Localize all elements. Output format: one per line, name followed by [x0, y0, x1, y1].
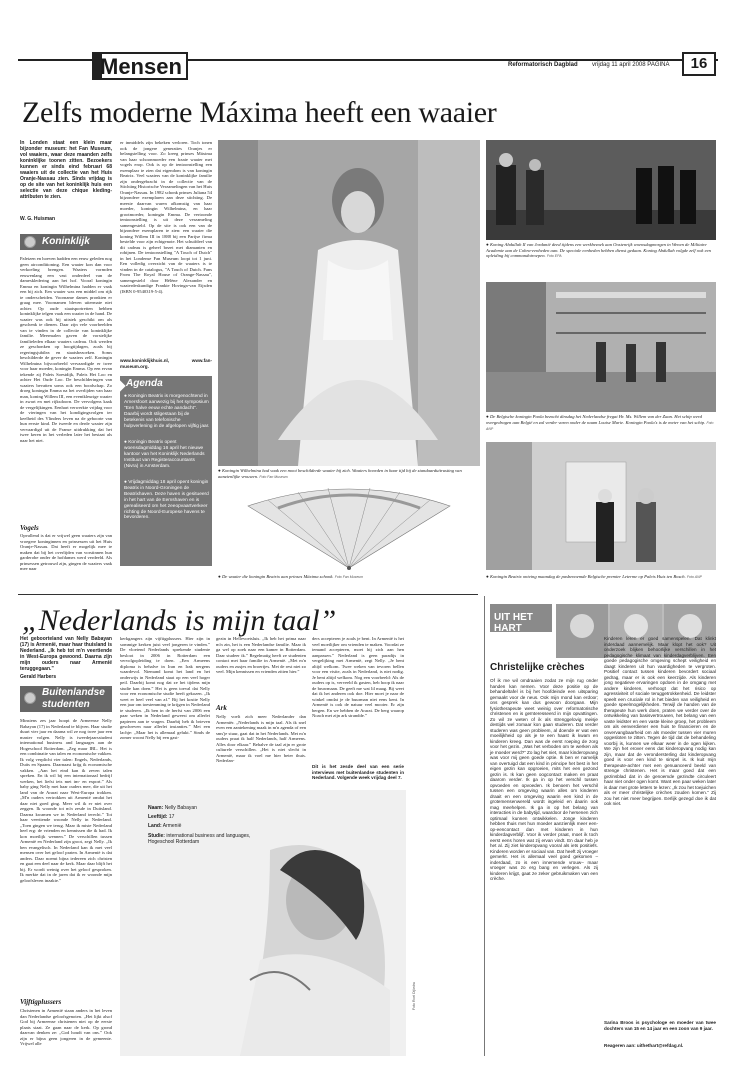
- agenda-item: ● Koningin Beatrix is morgenochtend in Amersfoort aanwezig bij het symposium "Een halve eeuw echte aandacht". Daarbij wordt stilgestaan bij de betekenis van telefonische hulpverlening in de afgelopen vijftig jaar.: [124, 394, 210, 429]
- photo-caption: [218, 468, 480, 480]
- article-column-3: gezin in Hellevoetsluis. „Ik heb het prima naar m'n zin, het is een Nederlandse familie. Maar ik ga wel op zoek naar een kamer in Rotterdam. Daar studeer ik.” Regelmatig heeft ze studenten contact met haar familie in Armenië. „Met m'n ouders en zusjes en broertjes. Met de rest niet zo veel. Mijn kennissen en vrienden zitten hier.”: [216, 636, 306, 674]
- issue-date: vrijdag 11 april 2008 PAGINA: [592, 62, 670, 68]
- info-value: 17: [168, 814, 175, 820]
- caption-text: De waaier die koningin Beatrix aan prinses Máxima schonk.: [221, 574, 334, 579]
- author-note: Sarina Broos is psychologe en moeder van twee dochters van 15 en 14 jaar en een zoon van 9 jaar.: [604, 1020, 716, 1031]
- newspaper-name: Reformatorisch Dagblad: [508, 62, 578, 68]
- subheading: Ark: [216, 704, 227, 712]
- page-number: 16: [682, 52, 716, 76]
- article-column-3b: Nelly voelt zich meer Nederlander dan Armeniër. „Nederlands is mijn taal. Als ik snel even een aantekening maak in m'n agenda of een sms'je stuur, gaat dat in het Nederlands. Met m'n ouders praat ik half Nederlands, half Armeens. Alles door elkaar.” Behalve de taal zijn er grote culturele verschillen. „Het is niet slecht in Armenië, maar ik voel me hier beter thuis. Nederlan-: [216, 714, 306, 763]
- fan-illustration: [218, 484, 480, 570]
- topic-tag-line: studenten: [42, 699, 90, 710]
- column-kicker: UIT HET HART: [490, 604, 552, 632]
- globe-icon: [24, 236, 36, 248]
- info-row: [148, 833, 258, 845]
- agenda-item-text: Vrijdagmiddag 18 april opent koningin Beatrix in Noord-Groningen de Beatrixhaven. Deze haven is gesitueerd in het hart van de Eemshaven en is gerealiseerd om het zeeopvaartverkeer richting de Noord-Europese havens te bevorderen.: [124, 480, 209, 521]
- section-title: Mensen: [100, 54, 182, 79]
- info-row: [148, 804, 258, 813]
- info-label: Leeftijd:: [148, 814, 168, 820]
- column-text-1: Of ik me wil omdraaien zodat ze mijn rug onder handen kan nemen. Voor deze positie op de behandeltafel is bij het hoofdeinde een uitsparing gemaakt voor de neus. Ook mijn mond kan erdoor; ons gesprek kan dus gewoon doorgaan. Mijn fysiotherapeute weet weinig over reformatorische christenen en is geïnteresseerd in mijn opvattingen. Zo wil ze weten of ik als strenggelovig meisje destijds wel zomaar kon gaan studeren. Dat verder studeren was geen probleem, al doende er wat een moeilijkheid op als je te een haast ik kwam en kinderen kreeg. Dan was de eerst roeping de zorg voor het gezin. „Was het verboden om te werken als je moeder werd?” Zo lag het niet, maar kinderopvang was voor mij geen goede optie. Ik ben er namelijk van overtuigd dat een kind in principe het best in het eigen gezin kan opgroeien, mits het een gezond gezin is. Ik kan geen oogcontact maken en praat daarom verder. Ik ga in op het verschil tussen opvoeden en opvoeden. Ik benoem het verschil tussen een omgeving waarin alles om kinderen draait en een omgeving waarin een kind in de grotemensenwereld wordt ingeleid en daarin ook mag meehelpen. Ik ga in op het belang van interacties in de babytijd, waardoor de hersenen zich optimaal kunnen ontwikkelen. Jonge kinderen hebben thuis met hun moeder aanzienlijk meer een-op-eencontact dan met kinderen in hun kinderdagverblijf. Voor ik verder praat, moet ik toch eerst eens horen wat zij ervan vindt. En daar heb je het al. Zij ziet kinderopvang vooral als iets positiefs. Kinderen worden er sociaal van. Dat heeft zij vroeger gemerkt. Het is allemaal veel goed gekomen –inderdaad, zo is een innemende vrouw– maar vroeger was zo erg bang en verlegen. Als zij kinderen krijgt, gaat ze zeker gebruikmaken van een crèche.: [490, 678, 599, 881]
- photo-credit: Foto Fan Museum: [334, 575, 364, 579]
- photo-caption: [486, 242, 716, 260]
- agenda-item: ● Koningin Beatrix opent woensdagmiddag 16 april het nieuwe kantoor van het Koninklijk Nederlands Instituut van Registeraccountants (Nivra) in Amsterdam.: [124, 440, 205, 469]
- agenda-item-text: Koningin Beatrix opent woensdagmiddag 16 april het nieuwe kantoor van het Koninklijk Nederlands Instituut van Registeraccountants (Nivra) in Amsterdam.: [124, 440, 205, 469]
- info-row: [148, 813, 258, 822]
- subheading: Vogels: [20, 524, 39, 532]
- section-divider: [18, 594, 478, 595]
- info-value: Nelly Babayan: [164, 805, 197, 811]
- caption-bullet-icon: ●: [218, 574, 221, 579]
- byline: W. G. Huisman: [20, 216, 56, 222]
- photo-caption: [218, 574, 480, 581]
- ship-illustration: [486, 282, 716, 412]
- photo-credit: Foto ANP: [486, 420, 714, 431]
- byline: Gerald Harbers: [20, 674, 57, 680]
- column-text-2: Kinderen leren er goed samenspelen. Dat klinkt inderdaad aannemelijk. Maar klopt het ook? Uit onderzoek blijken behoorlijke verschillen in het pedagogische klimaat van kinderdagverblijven. Een goede pedagogische omgeving schept veiligheid en daagt kinderen uit hun vaardigheden te vergroten. Positief contact tussen kinderen bevordert sociaal gedrag, maar er is ook een keerzijde. Als kinderen jong negatieve ervaringen opdoen in de omgang met andere kinderen, verhoogt dat het risico op agressiviteit of sociale teruggetrokkenheid. De leidster speelt een cruciale rol in het bieden van veiligheid en goede speelmogelijkheden. Terwijl de handen van de therapeute hun werk doen, praten we verder over de ontwikkeling van basisvertrouwen, het belang van een vaste leidster en een vaste kleine groep, het probleem om als eenverdiener een huis te financieren en de onvervangbaarheid om als moeder tussen vier muren opgesloten te zitten. Tegen de tijd dat de behandeling voorbij is, kunnen we elkaar weer in de ogen kijken. We zijn het erover eens dat kinderopvang nodig kan zijn, maar dat de verondersteIling dat kinderopvang goed is voor een kind te simpel is. Ik kuit mijn therapeute-achter met een genuanceerd beeld van strenge christenen. Het is maar goed dat een gezinsblad dat in de genoemde gezindte circuleert haar niet onder ogen komt. Want een paar weken later is daar met grote letters te lezen: „Ik zou het toejuichen als er meer christelijke crèches zouden komen.” Zij zou het niet meer begrijpen. Eerlijk gezegd doe ik dat ook niet.: [604, 636, 716, 806]
- series-note: Dit is het zesde deel van een serie interviews met buitenlandse studenten in Nederland. Volgende week vrijdag deel 7.: [312, 764, 404, 780]
- agenda-item: ● Vrijdagmiddag 18 april opent koningin Beatrix in Noord-Groningen de Beatrixhaven. Deze haven is gesitueerd in het hart van de Eemshaven en is gerealiseerd om het zeeopvaartverkeer richting de Noord-Europese havens te bevorderen.: [124, 480, 209, 521]
- column-divider: [484, 596, 485, 1056]
- agenda-item-text: Koningin Beatrix is morgenochtend in Amersfoort aanwezig bij het symposium "Een halve eeuw echte aandacht". Daarbij wordt stilgestaan bij de betekenis van telefonische hulpverlening in de afgelopen vijftig jaar.: [124, 394, 210, 429]
- subheading: Vijftigplussers: [20, 998, 62, 1006]
- portrait-illustration: [218, 140, 480, 466]
- photo-credit: Foto Fan Museum: [259, 474, 288, 479]
- leterme-photo: [486, 442, 716, 570]
- caption-text: Koning Abdullah II van Jordanië deed tijdens een werkbezoek aan Oostenrijk woensdagmorgen in Wenen de Militaire Academie aan de Cobra-eenheden aan. De speciale eenheden hebben dienst gedaan. Koning Abdullah volgde zelf ook een opleiding bij commandotroepen.: [486, 242, 711, 258]
- article-lead: Het geboorteland van Nelly Babayan (17) is Armenië, maar haar thuisland is Nederland. „Ik heb tot m'n veertiende in West-Europa gewoond. Daarna zijn mijn ouders naar Armenië teruggegaan.”: [20, 636, 112, 672]
- article-headline: Zelfs moderne Máxima heeft een waaier: [22, 96, 497, 129]
- info-label: Land:: [148, 823, 162, 829]
- caption-text: De Belgische koningin Paola bezocht dinsdag het Nederlandse fregat Hr. Ms. Willem van der Zaan. Het schip werd overgedragen aan België en zal verder varen onder de naam Louise Marie. Koningin Paola's is de meter van het schip.: [486, 414, 706, 425]
- article-column-1b: Christenen in Armenië staan anders in het leven dan Nederlandse geloofsgenoten. „Het lijkt alsof God bij Armeense christenen niet op de eerste plaats staat. Ze gaan naar de kerk. Op grond daarvan denken ze: „God houdt van ons.” Ook zijn er bijna geen jongeren in de gemeente. Vrijwel alle: [20, 1008, 112, 1046]
- photo-credit: Foto Roel Dijkstra: [412, 982, 416, 1010]
- reaction-email: Reageren aan: uithethart@refdag.nl.: [604, 1043, 684, 1048]
- topic-tag-line: Buitenlandse: [42, 687, 105, 698]
- student-info-box: [148, 804, 258, 845]
- caption-text: Koningin Beatrix ontving maandag de pasbenoemde Belgische premier Leterme op Paleis Huis ten Bosch.: [489, 574, 686, 579]
- article-lead: In Londen staat een klein maar bijzonder museum: het Fan Museum, vol waaiers, waar deze maanden zelfs koninklijke toonen zitten. Bezoekers kunnen er sinds eind februari 68 waaiers uit de collectie van het Huis Oranje-Nassau zien. Sinds vrijdag is op de site van het koninklijk huis een selectie van deze chique kledingattributen te zien.: [20, 140, 112, 200]
- article-headline-2: „Nederlands is mijn taal”: [22, 604, 337, 637]
- fan-photo: [218, 484, 480, 570]
- article-column-2: kerkgangers zijn vijftigplussers. Hier zijn in sommige kerken juist veel jongeren te vinden.” De vloeiend Nederlands sprekende studente besloot in 2006 in Rotterdam een vervolgopleiding te doen. „Een Armeens diploma is behalve in Iran en Irak nergens waardevol. Niemand komt het land en het onderwijs in Nederland staat op een veel hoger peil. Daarbij komt nog dat ze het tijdens mijn studie kan doen.” Het is geen toeval dat Nelly voor een economische studie heeft gekozen. „Ik weet er heel veel van af.” Bij het kostte Nelly een jaar om toestemming te krijgen in Nederland te studeren. „Ik ben in de herfst van 2006 een paar weken in Nederland geweest om allerlei papieren aan te vragen. Daarbij heb ik brieven geschreven naar allerlei instanties.” Met een lachje: „Maar het is allemaal gelukt.” Sinds de zomer woont Nelly bij een gast-: [120, 636, 210, 740]
- info-value: Armenië: [162, 823, 182, 829]
- info-label: Studie:: [148, 833, 165, 839]
- info-label: Naam:: [148, 805, 164, 811]
- caption-bullet-icon: ●: [486, 414, 489, 419]
- photo-caption: [486, 414, 716, 433]
- topic-tag: [20, 234, 112, 250]
- abdullah-photo: [486, 140, 716, 240]
- photo-credit: Foto EPA: [546, 254, 562, 258]
- portrait-photo-wilhelmina: [218, 140, 480, 466]
- article-column-1b: Opvallend is dat er vrijwel geen waaiers zijn van vroegere koninginnen en prinsessen uit het Huis Oranje-Nassau. Dat heeft er mogelijk mee te maken dat bij het overlijden van vorstinnen hun garderobe onder de hofdames werd verdeeld. Als prinsessen getrouwd zijn, gingen de waaiers vaak mee naar: [20, 533, 112, 571]
- topic-tag: [20, 686, 112, 712]
- globe-icon: [24, 692, 36, 704]
- info-row: [148, 822, 258, 831]
- article-column-2: er inmiddels zijn bekeken verloren. Toch tonen ook de jongere generaties Oranjes er belangstelling voor. Zo kreeg prinses Máxima van haar schoonmoeder een fraaie waaier met vogels erop. Ook is op de tentoonstelling een exemplaar te zien dat eigendom is van koningin Beatrix. Veel waaiers van de koninklijke familie zijn ondergebracht in de collectie van de Stichting Historische Verzamelingen van het Huis Oranje-Nassau. In 1982 schonk prinses Juliana 54 bijzondere exemplaren aan deze stichting. De meeste daarvan waren afkomstig van haar moeder, koningin Wilhelmina, en haar grootmoeder, koningin Emma. De vertoonde tentoonstelling is uit deze verzameling samengesteld. Op de site is ook een van de bijzondere exemplaren te zien: een waaier die koning Willem III in 1888 bij een Parijse firma bestelde voor zijn echtgenote. Het schuifdeel van dit cadeau is geheel bezet met diamanten en robijnen. De tentoonstelling "A Touch of Dutch" in het Londense Fan Museum loopt tot 1 juni. Een volledig overzicht van de waaiers is te vinden in de catalogus, "A Touch of Dutch. Fans From The Royal House of Orange-Nassau", samengesteld door Hélène Alexander en waaierdeskundige Frankie Hovinga-van Eijsden (ISBN 0-9540319-5-4).: [120, 140, 212, 294]
- article-column-1: Minstens zes jaar hoopt de Armeense Nelly Babayan (17) in Nederland te blijven. Haar studie duurt vier jaar en daarna wil ze nog twee jaar een master volgen. Nelly is tweedejaarsstudent international business and languages aan de Hogeschool Rotterdam. „Zeg maar IBL. Het is een combinatie van talen en economische vakken. Ik volg verplicht vier talen: Engels, Nederlands, Duits en Spaans. Daarnaast krijg ik economische vakken. „Aan het eind kan ik zeven talen spreken. En ik wil bij een internationaal bedrijf werken, het liefst iets met im- en export.” Als baby ging Nelly met haar ouders mee, die uit het land van de Ararat naar West-Europa trokken. „M'n ouders vertrokken uit Armenië omdat het daar niet goed ging. Meer wil ik er niet over zeggen. Ik woonde tot m'n zesde in Duitsland. Daarna kwamen we in Nederland terecht.” Tot haar veertiende woonde Nelly in Nederland. „Toen gingen we terug. Maar ik miste Nederland heel erg: de vrienden en kennissen die ik had. Ik kon moeilijk wennen.” De verschillen tussen Armenië en Nederland zijn groot, zegt Nelly. „Ik ben evangelisch. In Nederland kan ik met veel mensen over het geloof praten. In Armenië is dat anders. Daar noemt bijna iedereen zich christen en gaat een deel naar de kerk. Maar daar blijft het bij. Er wordt weinig over het geloof gesproken. Ik merkte dat in de jaren dat ik er woonde mijn geloofsleven inzakte.”: [20, 718, 112, 883]
- reception-illustration: [486, 442, 716, 570]
- caption-text: Koningin Wilhelmina had vaak een mooi beschilderde waaier bij zich. Waaiers hoorden in haar tijd bij de standaarduitrusting van aanzienlijke vrouwen.: [218, 468, 462, 479]
- website-link: www.koninklijkhuis.nl, www.fan-museum.org.: [120, 358, 212, 369]
- topic-tag-label: Koninklijk: [42, 236, 90, 247]
- caption-bullet-icon: ●: [486, 242, 489, 247]
- column-title: Christelijke crèches: [490, 662, 585, 673]
- photo-credit: Foto ANP: [686, 575, 702, 579]
- agenda-title: Agenda: [126, 378, 163, 389]
- article-column-4: ders accepteren je zoals je bent. In Armenië is het veel moeilijker om vrienden te maken. Voordat ze iemand accepteren, moet hij zich aan hen aanpassen.” Nederland is geen paradijs in vergelijking met Armenië, zegt Nelly. „Je bent altijd welkom. Twee weken van tevoren bellen voor een visite, zoals in Nederland, is niet nodig. Je bent altijd welkom. Nog een voorbeeld: Als de ouders op is, verveeld ik gasten, heb hoop ik naar de bruwmaan. De geeft me wat lil maag. Bij weet dat ik het anderen ook doe. Hier moet je naar de winkel omdat je de buurman niet eens kent. In Armenië is ook de natuur veel mooier. Er zijn bergen. En we hebben de Ararat. De berg waarop Noach met zijn ark strandde.”: [312, 636, 404, 718]
- caption-bullet-icon: ●: [218, 468, 221, 473]
- info-value: international business and languages, Hogeschool Rotterdam: [148, 833, 251, 845]
- caption-bullet-icon: ●: [486, 574, 489, 579]
- article-column-1: Paleizen en hoeven hadden een eeuw geleden nog geen airconditioning. Een waaier kon dan voor verkoeling brengen. Waaiers vormden eeuwenlang een vast onderdeel van de dameskledering aan het hof. Vooral koningin Emma en koningin Wilhelmina hadden er vaak een bij zich. Een waaier was een middel om rijk te onderscheiden. Voorname dames pronkten er graag mee. Voornamen bleven uitermate niet achter. Op oude staatsportretten hebben koninklijke telgen vaak een waaier in de hand. De waaier was ook bij uitstek geschikt om als geschenk te dienen. Daar zijn vele voorbeelden van te vinden in de collectie van koninklijke familie. Meermalen gaven de vorstelijke familieleden elkaar waaiers cadeau. Ook werden ze geschonken op hoogtijdagen, zoals bij regeringsjubilea en staatsbezoeken. Soms beschilderde de gever de waaiers zelf. Koningin Wilhelmina bijvoorbeeld vervaardigde er twee voor haar moeder, koningin Emma. Op een ervan tekende zij Paleis Soestdijk, Paleis Het Loo en achter Het Oude Loo. De beschilderingen van waaiers bevatten soms ook een boodschap. Zo droeg koningin Emma na het overlijden van haar man, koning Willem III, een eventkleurige waaier in zwart en met rijksdoorn. De vervolgens kaak de vergelijkingen. Eenhart verwerkte vrijdag voor de vieringen van het kondigingsvolgen ter keelheid des Vlinders leven na de geboorte van hun eerste kind. De tweede en derde waaier zijn vervaardigd uit de Franse uitdrukking dat het twee keren in het verleden later het bestaat als naar het niet.: [20, 256, 112, 443]
- photo-caption: [486, 574, 716, 581]
- paola-photo: [486, 282, 716, 412]
- military-illustration: [486, 140, 716, 240]
